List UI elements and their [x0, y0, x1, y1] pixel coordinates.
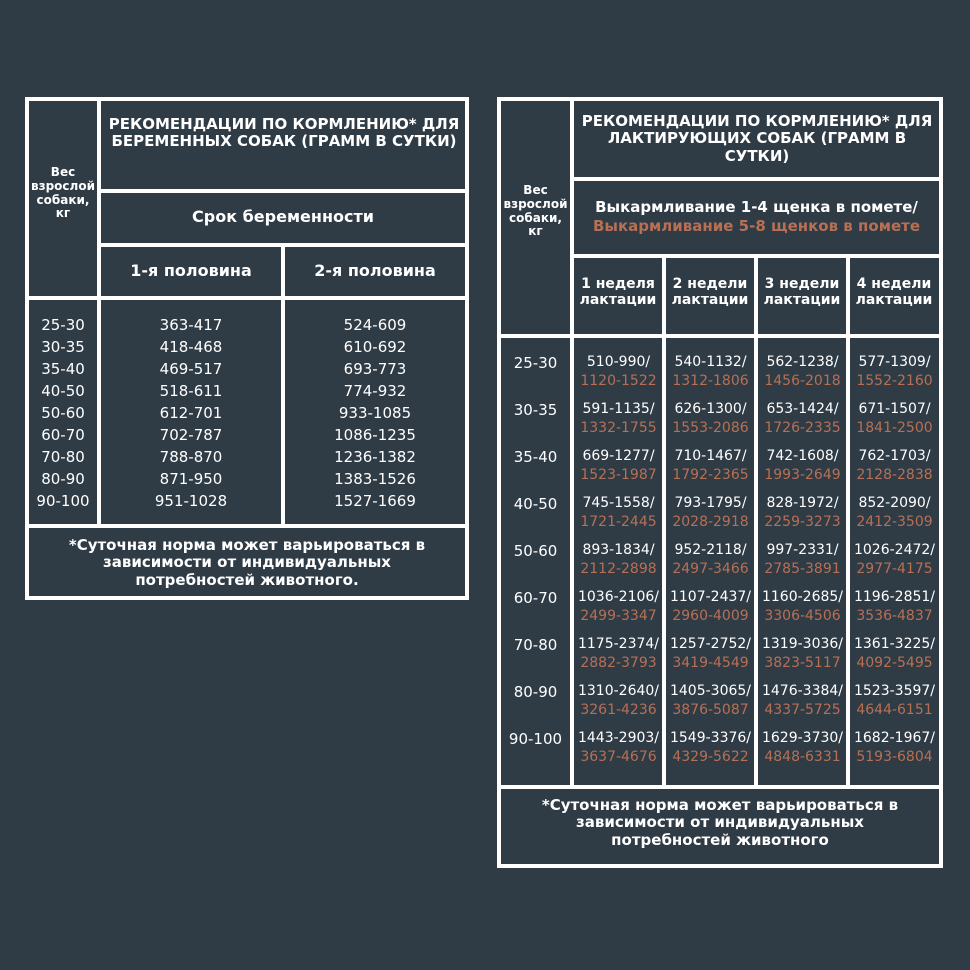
small-litter-value: 828-1972/: [766, 495, 839, 511]
lactating-title: РЕКОМЕНДАЦИИ ПО КОРМЛЕНИЮ* ДЛЯ ЛАКТИРУЮЩИХ СОБАК (ГРАММ В СУТКИ): [581, 112, 933, 165]
large-litter-value: 2960-4009: [672, 608, 749, 624]
small-litter-value: 1476-3384/: [761, 683, 844, 699]
large-litter-value: 2977-4175: [856, 561, 933, 577]
small-litter-value: 540-1132/: [674, 354, 747, 370]
small-litter-value: 1405-3065/: [669, 683, 752, 699]
weight-cell: 70-80: [513, 636, 558, 654]
lactating-footnote: *Суточная норма может варьироваться в зависимости от индивидуальных потребностей животного: [541, 796, 899, 849]
small-litter-value: 710-1467/: [674, 448, 747, 464]
large-litter-value: 1553-2086: [672, 420, 749, 436]
small-litter-value: 1523-3597/: [853, 683, 936, 699]
small-litter-value: 653-1424/: [766, 401, 839, 417]
border: [25, 596, 469, 600]
large-litter-value: 3261-4236: [580, 702, 657, 718]
small-litter-value: 510-990/: [586, 354, 651, 370]
large-litter-value: 3419-4549: [672, 655, 749, 671]
second-half-cell: 933-1085: [338, 404, 412, 422]
large-litter-value: 5193-6804: [856, 749, 933, 765]
small-litter-value: 1175-2374/: [577, 636, 660, 652]
large-litter-value: 4848-6331: [764, 749, 841, 765]
border: [497, 334, 943, 338]
weight-cell: 40-50: [41, 382, 85, 400]
small-litter-value: 852-2090/: [858, 495, 931, 511]
small-litter-value: 1629-3730/: [761, 730, 844, 746]
large-litter-value: 3823-5117: [764, 655, 841, 671]
border: [97, 189, 469, 193]
weight-cell: 80-90: [513, 683, 558, 701]
large-litter-value: 2412-3509: [856, 514, 933, 530]
weight-cell: 60-70: [513, 589, 558, 607]
small-litter-value: 1549-3376/: [669, 730, 752, 746]
large-litter-value: 1721-2445: [580, 514, 657, 530]
large-litter-value: 2128-2838: [856, 467, 933, 483]
column-header: 1-я половина: [130, 261, 252, 280]
small-litter-value: 997-2331/: [766, 542, 839, 558]
large-litter-value: 4644-6151: [856, 702, 933, 718]
large-litter-value: 1993-2649: [764, 467, 841, 483]
large-litter-value: 1552-2160: [856, 373, 933, 389]
large-litter-value: 1312-1806: [672, 373, 749, 389]
small-litter-value: 1361-3225/: [853, 636, 936, 652]
weight-cell: 35-40: [41, 360, 85, 378]
large-litter-value: 3536-4837: [856, 608, 933, 624]
pregnant-title: РЕКОМЕНДАЦИИ ПО КОРМЛЕНИЮ* ДЛЯ БЕРЕМЕННЫХ СОБАК (ГРАММ В СУТКИ): [108, 115, 460, 151]
first-half-cell: 469-517: [159, 360, 223, 378]
small-litter-value: 577-1309/: [858, 354, 931, 370]
large-litter-value: 2259-3273: [764, 514, 841, 530]
weight-cell: 60-70: [41, 426, 85, 444]
border: [25, 524, 469, 528]
weight-cell: 30-35: [41, 338, 85, 356]
second-half-cell: 524-609: [343, 316, 407, 334]
large-litter-value: 2882-3793: [580, 655, 657, 671]
large-litter-value: 1120-1522: [580, 373, 657, 389]
large-litter-value: 2785-3891: [764, 561, 841, 577]
week-header: 2 недели лактации: [671, 276, 749, 309]
large-litter-value: 2499-3347: [580, 608, 657, 624]
second-half-cell: 610-692: [343, 338, 407, 356]
small-litter-value: 669-1277/: [582, 448, 655, 464]
second-half-cell: 1527-1669: [334, 492, 416, 510]
litter-large-header: Выкармливание 5-8 щенков в помете: [592, 217, 920, 235]
small-litter-value: 671-1507/: [858, 401, 931, 417]
first-half-cell: 418-468: [159, 338, 223, 356]
first-half-cell: 871-950: [159, 470, 223, 488]
small-litter-value: 1443-2903/: [577, 730, 660, 746]
term-header: Срок беременности: [192, 207, 374, 226]
large-litter-value: 3306-4506: [764, 608, 841, 624]
small-litter-value: 1160-2685/: [761, 589, 844, 605]
border: [939, 97, 943, 868]
weight-cell: 35-40: [513, 448, 558, 466]
small-litter-value: 1319-3036/: [761, 636, 844, 652]
weight-cell: 40-50: [513, 495, 558, 513]
small-litter-value: 742-1608/: [766, 448, 839, 464]
large-litter-value: 1841-2500: [856, 420, 933, 436]
second-half-cell: 693-773: [343, 360, 407, 378]
weight-cell: 90-100: [36, 492, 90, 510]
litter-small-header: Выкармливание 1-4 щенка в помете/: [595, 198, 918, 216]
large-litter-value: 2028-2918: [672, 514, 749, 530]
week-header: 4 недели лактации: [855, 276, 933, 309]
small-litter-value: 745-1558/: [582, 495, 655, 511]
small-litter-value: 591-1135/: [582, 401, 655, 417]
first-half-cell: 702-787: [159, 426, 223, 444]
column-header: 2-я половина: [314, 261, 436, 280]
small-litter-value: 1196-2851/: [853, 589, 936, 605]
second-half-cell: 1383-1526: [334, 470, 416, 488]
small-litter-value: 893-1834/: [582, 542, 655, 558]
large-litter-value: 4329-5622: [672, 749, 749, 765]
border: [25, 296, 469, 300]
border: [570, 177, 943, 181]
weight-cell: 25-30: [513, 354, 558, 372]
large-litter-value: 1332-1755: [580, 420, 657, 436]
large-litter-value: 2497-3466: [672, 561, 749, 577]
first-half-cell: 518-611: [159, 382, 223, 400]
second-half-cell: 1086-1235: [334, 426, 416, 444]
second-half-cell: 1236-1382: [334, 448, 416, 466]
small-litter-value: 1257-2752/: [669, 636, 752, 652]
week-header: 3 недели лактации: [763, 276, 841, 309]
large-litter-value: 4092-5495: [856, 655, 933, 671]
small-litter-value: 1310-2640/: [577, 683, 660, 699]
small-litter-value: 762-1703/: [858, 448, 931, 464]
large-litter-value: 1792-2365: [672, 467, 749, 483]
week-header: 1 неделя лактации: [579, 276, 657, 309]
pregnant-footnote: *Суточная норма может варьироваться в зависимости от индивидуальных потребностей животного.: [68, 536, 426, 589]
weight-header: Вес взрослой собаки, кг: [31, 165, 95, 221]
weight-cell: 90-100: [508, 730, 563, 748]
large-litter-value: 4337-5725: [764, 702, 841, 718]
small-litter-value: 1036-2106/: [577, 589, 660, 605]
weight-cell: 30-35: [513, 401, 558, 419]
small-litter-value: 1107-2437/: [669, 589, 752, 605]
first-half-cell: 363-417: [159, 316, 223, 334]
weight-cell: 80-90: [41, 470, 85, 488]
large-litter-value: 1726-2335: [764, 420, 841, 436]
first-half-cell: 951-1028: [154, 492, 228, 510]
small-litter-value: 1682-1967/: [853, 730, 936, 746]
large-litter-value: 2112-2898: [580, 561, 657, 577]
first-half-cell: 612-701: [159, 404, 223, 422]
weight-cell: 50-60: [41, 404, 85, 422]
border: [497, 785, 943, 789]
second-half-cell: 774-932: [343, 382, 407, 400]
small-litter-value: 626-1300/: [674, 401, 747, 417]
large-litter-value: 1523-1987: [580, 467, 657, 483]
large-litter-value: 3637-4676: [580, 749, 657, 765]
weight-cell: 70-80: [41, 448, 85, 466]
border: [497, 864, 943, 868]
weight-cell: 25-30: [41, 316, 85, 334]
weight-cell: 50-60: [513, 542, 558, 560]
weight-header: Вес взрослой собаки, кг: [503, 183, 568, 239]
large-litter-value: 3876-5087: [672, 702, 749, 718]
border: [497, 97, 943, 101]
border: [25, 97, 469, 101]
large-litter-value: 1456-2018: [764, 373, 841, 389]
small-litter-value: 1026-2472/: [853, 542, 936, 558]
small-litter-value: 562-1238/: [766, 354, 839, 370]
first-half-cell: 788-870: [159, 448, 223, 466]
small-litter-value: 793-1795/: [674, 495, 747, 511]
small-litter-value: 952-2118/: [674, 542, 747, 558]
